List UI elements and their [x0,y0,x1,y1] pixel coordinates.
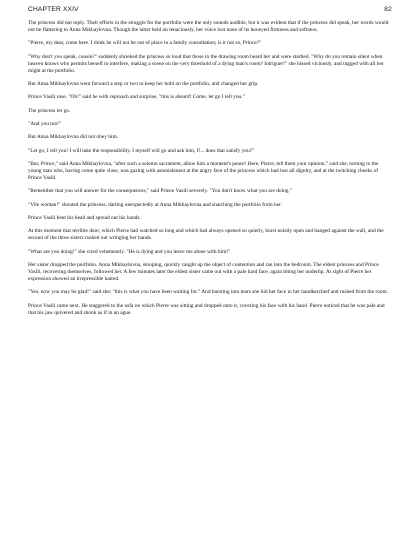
paragraph: "Pierre, my dear, come here. I think he will not be out of place in a family consultation; is it not so, Prince?" [28,40,262,47]
paragraph: At this moment that terrible door, which Pierre had watched so long and which had always opened so quietly, burst noisily open and banged against the wall, and the second of the three sisters rushed out wringing her hands. [28,228,384,242]
paragraph: "And you too!" [28,120,62,127]
paragraph: "Why don't you speak, cousin?" suddenly shrieked the princess so loud that those in the drawing room heard her and were startled. "Why do you remain silent when heaven knows who permits herself to interfere, making a scene on the very threshold of a dying man's room? Intriguer!" she hissed viciously, and tugged with all her might at the portfolio. [28,53,384,74]
chapter-title: CHAPTER XXIV [28,6,79,13]
page-header [28,6,392,13]
paragraph: "What are you doing!" she cried vehemently. "He is dying and you leave me alone with him!" [28,248,231,255]
paragraph: "Yes, now you may be glad!" said she; "this is what you have been waiting for." And bursting into tears she hid her face in her handkerchief and rushed from the room. [28,289,389,296]
paragraph: The princess did not reply. Their efforts in the struggle for the portfolio were the only sounds audible, but it was evident that if the princess did speak, her words would not be flattering to Anna Mikhaylovna. Though the latter held on tenaciously, her voice lost none of its honeyed firmness and softness. [28,20,389,34]
paragraph: "But, Prince," said Anna Mikhaylovna, "after such a solemn sacrament, allow him a moment's peace! Here, Pierre, tell them your opinion," said she, turning to the young man who, having come quite close, was gazing with astonishment at the angry face of the princess which had lost all dignity, and at the twitching cheeks of Prince Vasili. [28,160,379,181]
paragraph: "Vile woman!" shouted the princess, darting unexpectedly at Anna Mikhaylovna and snatching the portfolio from her. [28,201,282,208]
paragraph: Prince Vasili bent his head and spread out his hands. [28,214,141,221]
paragraph: But Anna Mikhaylovna did not obey him. [28,134,118,141]
paragraph: Her sister dropped the portfolio. Anna Mikhaylovna, stooping, quickly caught up the object of contention and ran into the bedroom. The eldest princess and Prince Vasili, recovering themselves, followed her. A few minutes later the eldest sister came out with a pale hard face, again biting her underlip. At sight of Pierre her expression showed an irrepressible hatred. [28,261,379,282]
paragraph: Prince Vasili came next. He staggered to the sofa on which Pierre was sitting and dropped onto it, covering his face with his hand. Pierre noticed that he was pale and that his jaw quivered and shook as if in an ague. [28,302,385,316]
page-number: 82 [384,6,392,13]
paragraph: Prince Vasili rose. "Oh!" said he with reproach and surprise, "this is absurd! Come, let go I tell you." [28,94,245,101]
paragraph: But Anna Mikhaylovna went forward a step or two to keep her hold on the portfolio, and changed her grip. [28,81,259,88]
paragraph: "Remember that you will answer for the consequences," said Prince Vasili severely. "You don't know what you are doing." [28,188,293,195]
paragraph: The princess let go. [28,107,71,114]
page-body [28,20,392,317]
paragraph: "Let go, I tell you! I will take the responsibility. I myself will go and ask him, I!... does that satisfy you?" [28,147,255,154]
